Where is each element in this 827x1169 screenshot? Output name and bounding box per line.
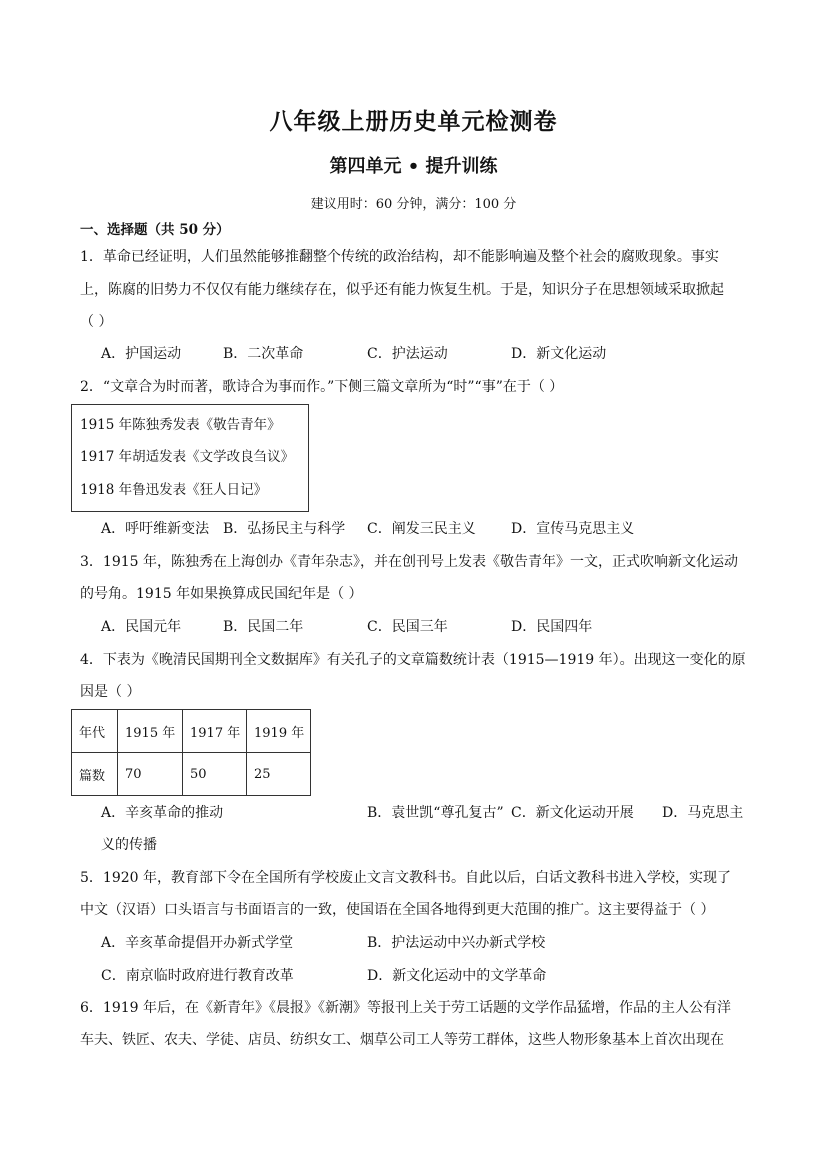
question-4-option-a[interactable]: A．辛亥革命的推动	[101, 805, 224, 821]
question-6-text: 车夫、铁匠、农夫、学徒、店员、纺织女工、烟草公司工人等劳工群体，这些人物形象基本上首次出现在	[80, 1032, 724, 1048]
table-cell: 50	[183, 753, 247, 796]
question-2-option-c[interactable]: C．阐发三民主义	[367, 521, 476, 537]
table-cell: 70	[118, 753, 183, 796]
table-header-cell: 1915 年	[118, 710, 183, 753]
question-2-text: 2．“文章合为时而著，歌诗合为事而作。”下侧三篇文章所为“时”“事”在于（ ）	[80, 379, 564, 395]
question-5-option-d[interactable]: D．新文化运动中的文学革命	[367, 968, 547, 984]
question-4-table	[71, 709, 311, 796]
table-row	[72, 753, 311, 796]
question-1-text: 上，陈腐的旧势力不仅仅有能力继续存在，似乎还有能力恢复生机。于是，知识分子在思想领域采取掀起	[80, 282, 724, 298]
question-1-option-c[interactable]: C．护法运动	[367, 346, 448, 362]
question-2-option-d[interactable]: D．宣传马克思主义	[511, 521, 635, 537]
question-5-text: 中文（汉语）口头语言与书面语言的一致，使国语在全国各地得到更大范围的推广。这主要得益于（ ）	[80, 902, 715, 918]
question-3-option-d[interactable]: D．民国四年	[511, 619, 593, 635]
question-2-option-b[interactable]: B．弘扬民主与科学	[223, 521, 346, 537]
question-3-option-c[interactable]: C．民国三年	[367, 619, 448, 635]
table-row	[72, 710, 311, 753]
question-2-option-a[interactable]: A．呼吁维新变法	[101, 521, 210, 537]
question-5-option-b[interactable]: B．护法运动中兴办新式学校	[367, 935, 546, 951]
page-subtitle: 第四单元 • 提升训练	[329, 156, 498, 177]
question-1-option-d[interactable]: D．新文化运动	[511, 346, 607, 362]
table-cell: 篇数	[72, 753, 118, 796]
question-4-option-d[interactable]: D．马克思主	[662, 805, 744, 821]
question-3-option-b[interactable]: B．民国二年	[223, 619, 304, 635]
question-5-text: 5．1920 年，教育部下令在全国所有学校废止文言文教科书。自此以后，白话文教科书进入学校，实现了	[80, 870, 731, 886]
page-title: 八年级上册历史单元检测卷	[269, 108, 558, 135]
source-line: 1917 年胡适发表《文学改良刍议》	[80, 449, 295, 465]
question-4-text: 因是（ ）	[80, 684, 141, 700]
source-line: 1915 年陈独秀发表《敬告青年》	[80, 417, 281, 433]
question-5-option-a[interactable]: A．辛亥革命提倡开办新式学堂	[101, 935, 294, 951]
question-4-option-b[interactable]: B．袁世凯“尊孔复古”	[367, 805, 504, 821]
question-3-option-a[interactable]: A．民国元年	[101, 619, 182, 635]
table-header-cell: 1919 年	[247, 710, 311, 753]
table-header-cell: 1917 年	[183, 710, 247, 753]
question-2-source-box	[71, 404, 309, 512]
question-3-text: 的号角。1915 年如果换算成民国纪年是（ ）	[80, 586, 363, 602]
source-line: 1918 年鲁迅发表《狂人日记》	[80, 482, 268, 498]
table-header-cell: 年代	[72, 710, 118, 753]
question-1-option-a[interactable]: A．护国运动	[101, 346, 182, 362]
question-1-option-b[interactable]: B．二次革命	[223, 346, 304, 362]
question-3-text: 3．1915 年，陈独秀在上海创办《青年杂志》，并在创刊号上发表《敬告青年》一文，正式吹响新文化运动	[80, 554, 738, 570]
time-info: 建议用时：60 分钟，满分：100 分	[310, 197, 517, 212]
question-4-option-d-cont: 义的传播	[101, 837, 157, 853]
section-heading: 一、选择题（共 50 分）	[80, 222, 230, 238]
table-cell: 25	[247, 753, 311, 796]
question-1-text: （ ）	[80, 314, 113, 330]
question-5-option-c[interactable]: C．南京临时政府进行教育改革	[101, 968, 294, 984]
question-4-option-c[interactable]: C．新文化运动开展	[511, 805, 634, 821]
question-1-text: 1．革命已经证明，人们虽然能够推翻整个传统的政治结构，却不能影响遍及整个社会的腐败现象。事实	[80, 249, 719, 265]
question-6-text: 6．1919 年后，在《新青年》《晨报》《新潮》等报刊上关于劳工话题的文学作品猛增，作品的主人公有洋	[80, 1000, 731, 1016]
question-4-text: 4．下表为《晚清民国期刊全文数据库》有关孔子的文章篇数统计表（1915—1919 年）。出现这一变化的原	[80, 652, 746, 668]
